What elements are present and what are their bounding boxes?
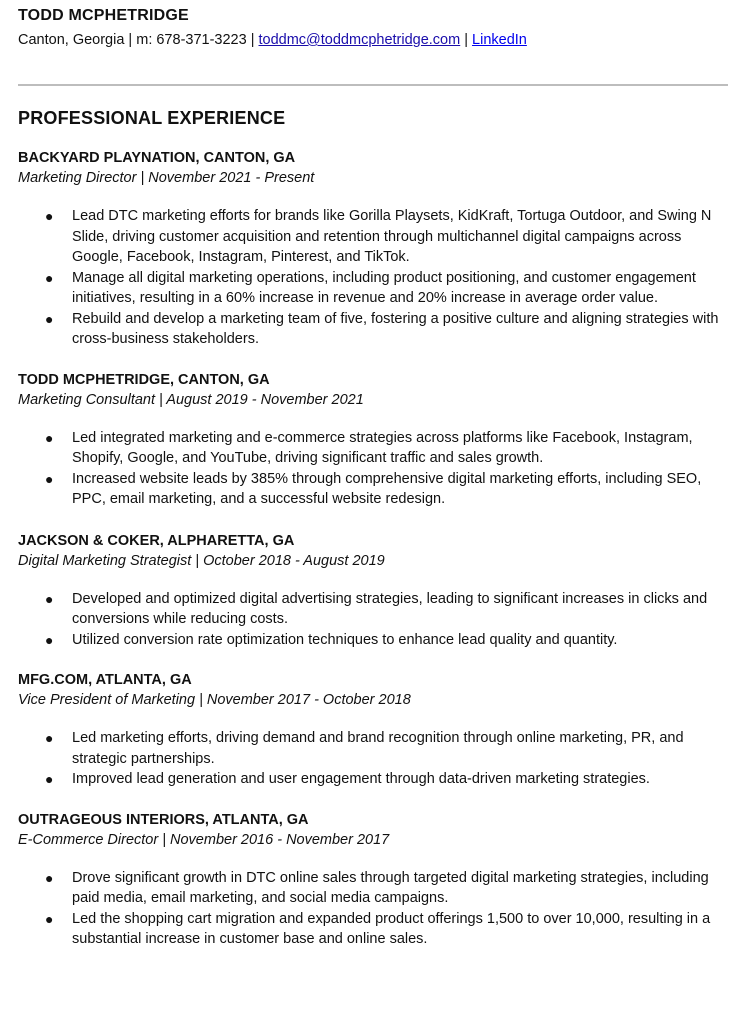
job-role-dates: Marketing Consultant | August 2019 - November 2021: [18, 391, 364, 408]
bullet-item: [18, 309, 728, 350]
contact-line: [18, 30, 728, 50]
separator: |: [246, 32, 259, 48]
bullet-item: [18, 268, 728, 309]
job-bullets: [18, 728, 728, 790]
bullet-item: [18, 589, 728, 630]
job-role-dates: E-Commerce Director | November 2016 - November 2017: [18, 831, 390, 848]
bullet-text: Increased website leads by 385% through comprehensive digital marketing efforts, including SEO, PPC, email marketing, and a successful website redesign.: [72, 470, 702, 507]
job-entry: [18, 370, 728, 510]
job-company: BACKYARD PLAYNATION, CANTON, GA: [18, 150, 296, 166]
section-title-experience: PROFESSIONAL EXPERIENCE: [18, 108, 286, 128]
bullet-text: Improved lead generation and user engagement through data-driven marketing strategies.: [72, 771, 650, 787]
bullet-icon: ●: [45, 470, 54, 487]
job-role-dates: Vice President of Marketing | November 2017 - October 2018: [18, 692, 411, 708]
bullet-text: Led marketing efforts, driving demand and brand recognition through online marketing, PR, and strategic partnerships.: [72, 730, 684, 767]
bullet-item: [18, 630, 728, 651]
email-link[interactable]: toddmc@toddmcphetridge.com: [258, 32, 461, 48]
bullet-item: [18, 728, 728, 769]
phone-text: m: 678-371-3223: [136, 32, 247, 48]
bullet-text: Led the shopping cart migration and expanded product offerings 1,500 to over 10,000, resulting in a substantial increase in customer base and online sales.: [72, 910, 711, 947]
job-bullets: [18, 206, 728, 350]
bullet-icon: ●: [45, 631, 54, 648]
job-bullets: [18, 428, 728, 510]
job-company: JACKSON & COKER, ALPHARETTA, GA: [18, 532, 295, 549]
bullet-icon: ●: [45, 429, 54, 446]
job-role-dates: Marketing Director | November 2021 - Present: [18, 170, 315, 186]
bullet-icon: ●: [45, 910, 54, 927]
candidate-name: TODD MCPHETRIDGE: [18, 7, 189, 24]
bullet-text: Led integrated marketing and e-commerce strategies across platforms like Facebook, Instagram, Shopify, Google, and YouTube, driving significant traffic and sales growth.: [72, 429, 693, 466]
experience-list: [18, 148, 728, 950]
bullet-icon: ●: [45, 208, 54, 224]
bullet-icon: ●: [45, 730, 54, 746]
job-role-dates: Digital Marketing Strategist | October 2018 - August 2019: [18, 552, 385, 569]
bullet-item: [18, 769, 728, 790]
bullet-item: [18, 909, 728, 950]
separator: |: [460, 32, 473, 48]
bullet-item: [18, 428, 728, 469]
job-bullets: [18, 589, 728, 651]
bullet-text: Developed and optimized digital advertising strategies, leading to significant increases in clicks and conversions while reducing costs.: [72, 590, 708, 627]
linkedin-link[interactable]: LinkedIn: [472, 32, 527, 48]
location-text: Canton, Georgia: [18, 32, 125, 48]
bullet-text: Rebuild and develop a marketing team of five, fostering a positive culture and aligning strategies with cross-business stakeholders.: [72, 310, 719, 347]
bullet-icon: ●: [45, 869, 54, 886]
job-bullets: [18, 868, 728, 950]
bullet-text: Manage all digital marketing operations, including product positioning, and customer engagement initiatives, resulting in a 60% increase in revenue and 20% increase in average order value.: [72, 269, 696, 306]
job-entry: [18, 670, 728, 790]
bullet-text: Lead DTC marketing efforts for brands like Gorilla Playsets, KidKraft, Tortuga Outdoor, and Swing N Slide, driving customer acquisition and retention through multichannel digital campaigns across Google, Facebook, Instagram, Pinterest, and TikTok.: [72, 208, 712, 265]
bullet-icon: ●: [45, 310, 54, 327]
bullet-item: [18, 206, 728, 268]
job-company: OUTRAGEOUS INTERIORS, ATLANTA, GA: [18, 811, 309, 828]
bullet-item: [18, 469, 728, 510]
bullet-text: Utilized conversion rate optimization techniques to enhance lead quality and quantity.: [72, 631, 618, 648]
bullet-text: Drove significant growth in DTC online sales through targeted digital marketing strategies, including paid media, email marketing, and social media campaigns.: [72, 869, 709, 906]
bullet-icon: ●: [45, 590, 54, 607]
job-entry: [18, 810, 728, 950]
separator: |: [124, 32, 137, 48]
bullet-item: [18, 868, 728, 909]
header-divider: [18, 84, 728, 86]
job-entry: [18, 148, 728, 350]
job-entry: [18, 531, 728, 651]
job-company: TODD MCPHETRIDGE, CANTON, GA: [18, 371, 270, 388]
bullet-icon: ●: [45, 269, 54, 286]
job-company: MFG.COM, ATLANTA, GA: [18, 672, 192, 688]
resume-page: [18, 6, 728, 950]
bullet-icon: ●: [45, 771, 54, 787]
